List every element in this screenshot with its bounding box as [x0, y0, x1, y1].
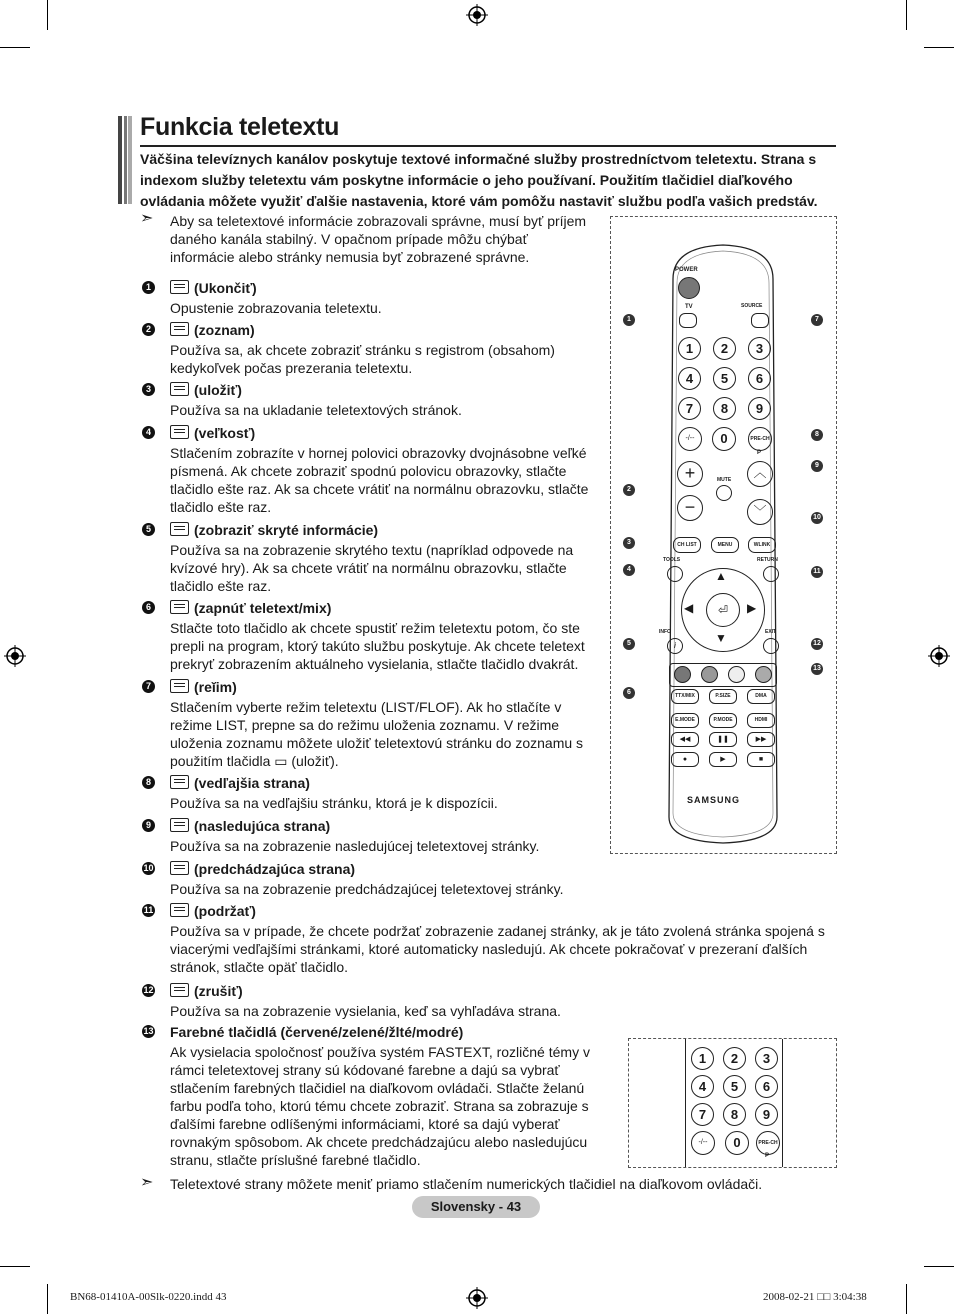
item-description: Používa sa na ukladanie teletextových stránok.: [170, 402, 462, 418]
digit-button[interactable]: 1: [678, 337, 701, 360]
item-heading-text: (nasledujúca strana): [194, 818, 331, 834]
crop-mark: [0, 1266, 30, 1267]
note-bottom: Teletextové strany môžete meniť priamo stlačením numerických tlačidiel na diaľkovom ovládači.: [170, 1176, 763, 1192]
teletext-key-icon: [170, 280, 189, 294]
item-heading-text: (veľkosť): [194, 425, 256, 441]
item-number-badge: 13: [143, 1026, 154, 1036]
callout-number: 9: [811, 460, 823, 472]
blue-button[interactable]: [755, 666, 772, 683]
crop-mark: [0, 47, 30, 48]
item-description: Opustenie zobrazovania teletextu.: [170, 300, 382, 316]
footer-timestamp: 2008-02-21 □□ 3:04:38: [763, 1291, 867, 1303]
crop-mark: [906, 1284, 907, 1314]
digit-button[interactable]: 5: [713, 367, 736, 390]
stop-button[interactable]: ■: [747, 752, 775, 767]
item-heading: [170, 983, 243, 999]
teletext-key-icon: [170, 382, 189, 396]
psize-button[interactable]: P.SIZE: [709, 689, 737, 704]
prech-button[interactable]: PRE-CH: [748, 427, 772, 451]
registration-mark-icon: [466, 1287, 488, 1309]
digit-button[interactable]: 9: [755, 1103, 778, 1126]
item-heading: [170, 679, 237, 695]
item-description: Ak vysielacia spoločnosť používa systém FASTEXT, rozličné témy v rámci teletextovej strany sú kódované farebne a dajú sa vybrať stlačením farebných tlačidiel na diaľkovom ovládači. Stlačte želanú farbu podľa toho, ktorú tému chcete zobraziť. Strana sa zobrazuje s ďalšími farebne odlíšenými informáciami, ktoré sa dajú vyberať rovnakým spôsobom. Ak chcete predchádzajúcu alebo nasledujúcu stranu, stlačte príslušné farebné tlačidlo.: [170, 1044, 590, 1168]
registration-mark-icon: [4, 645, 26, 667]
nav-right-icon: ▶: [747, 601, 757, 615]
digit-button[interactable]: 2: [713, 337, 736, 360]
digit-button[interactable]: 4: [691, 1075, 714, 1098]
item-description: Používa sa v prípade, že chcete podržať zobrazenie zadanej stránky, ak je táto zvolená stránka spojená s viacerými vedľajšími stránkami, ktoré automaticky nasledujú. Ak chcete pokračovať v prezeraní ďalších stránok, stlačte opäť tlačidlo.: [170, 923, 825, 975]
remote-source-label: SOURCE: [741, 303, 763, 309]
zero-button[interactable]: 0: [725, 1131, 749, 1155]
item-description: Používa sa na vedľajšiu stránku, ktorá je k dispozícii.: [170, 795, 498, 811]
fast-forward-button[interactable]: ▶▶: [747, 732, 775, 747]
digit-button[interactable]: 1: [691, 1047, 714, 1070]
nav-left-icon: ◀: [684, 601, 694, 615]
digit-button[interactable]: 7: [678, 397, 701, 420]
ttxmix-button[interactable]: TTX/MIX: [671, 689, 699, 704]
registration-mark-icon: [466, 4, 488, 26]
teletext-key-icon: [170, 600, 189, 614]
callout-number: 3: [623, 537, 635, 549]
channel-up-button[interactable]: ︿: [747, 461, 773, 487]
item-number-badge: 2: [142, 323, 155, 336]
registration-mark-icon: [928, 645, 950, 667]
prech-button[interactable]: PRE-CH: [756, 1131, 780, 1155]
callout-number: 7: [811, 314, 823, 326]
callout-number: 10: [811, 512, 823, 524]
teletext-key-icon: [170, 679, 189, 693]
callout-number: 2: [623, 484, 635, 496]
item-heading: [170, 1024, 463, 1040]
nav-down-icon: ▼: [715, 631, 727, 645]
info-button[interactable]: i: [667, 638, 683, 654]
rewind-button[interactable]: ◀◀: [671, 732, 699, 747]
teletext-key-icon: [170, 322, 189, 336]
item-heading: [170, 280, 257, 296]
callout-number: 13: [811, 663, 823, 675]
digit-button[interactable]: 9: [748, 397, 771, 420]
item-heading-text: (zrušiť): [194, 983, 243, 999]
title-accent-bar: [118, 116, 132, 204]
item-description: Používa sa, ak chcete zobraziť stránku s registrom (obsahom) kedykoľvek počas prezerania teletextu.: [170, 342, 555, 376]
dma-button[interactable]: DMA: [747, 689, 775, 704]
item-description: Používa sa na zobrazenie vysielania, keď sa vyhľadáva strana.: [170, 1003, 561, 1019]
teletext-key-icon: [170, 522, 189, 536]
enter-button[interactable]: ⏎: [706, 593, 740, 627]
tools-button[interactable]: [667, 566, 683, 582]
digit-button[interactable]: 3: [748, 337, 771, 360]
digit-button[interactable]: 5: [723, 1075, 746, 1098]
dash-button[interactable]: -/--: [691, 1131, 715, 1155]
item-heading-text: (Ukončiť): [194, 280, 257, 296]
digit-button[interactable]: 6: [755, 1075, 778, 1098]
remote-number-pad-detail: [628, 1038, 837, 1168]
remote-exit-label: EXIT: [765, 629, 777, 635]
item-heading-text: (zobraziť skryté informácie): [194, 522, 379, 538]
hdmi-button[interactable]: HDMI: [747, 713, 775, 728]
item-number-badge: 3: [142, 383, 155, 396]
volume-down-button[interactable]: −: [677, 495, 703, 521]
item-number-badge: 9: [142, 819, 155, 832]
item-number-badge: 1: [142, 281, 155, 294]
teletext-key-icon: [170, 903, 189, 917]
chlist-button[interactable]: CH LIST: [673, 537, 701, 553]
item-heading-text: (zapnúť teletext/mix): [194, 600, 332, 616]
item-heading: [170, 775, 310, 791]
remote-info-label: INFO: [659, 629, 671, 635]
wlink-button[interactable]: WLINK: [748, 537, 776, 553]
callout-number: 12: [811, 638, 823, 650]
return-button[interactable]: [763, 566, 779, 582]
teletext-key-icon: [170, 861, 189, 875]
title-underline: [140, 145, 836, 147]
callout-number: 6: [623, 687, 635, 699]
number-pad: [678, 337, 774, 427]
yellow-button[interactable]: [728, 666, 745, 683]
item-heading-text: (podržať): [194, 903, 256, 919]
page-title: Funkcia teletextu: [140, 113, 340, 141]
item-description: Stlačte toto tlačidlo ak chcete spustiť režim teletextu potom, čo ste prepli na program, ktorý takúto službu poskytuje. Ak chcete teletext prekryť zobrazením aktuálneho vysielania, stlačte tlačidlo dvakrát.: [170, 620, 585, 672]
digit-button[interactable]: 3: [755, 1047, 778, 1070]
callout-number: 4: [623, 564, 635, 576]
item-number-badge: 6: [142, 601, 155, 614]
remote-p-label: P: [757, 450, 762, 456]
item-number-badge: 12: [143, 985, 154, 995]
item-heading-text: Farebné tlačidlá (červené/zelené/žlté/modré): [170, 1024, 464, 1040]
crop-mark: [924, 1266, 954, 1267]
volume-up-button[interactable]: +: [677, 461, 703, 487]
digit-button[interactable]: 8: [723, 1103, 746, 1126]
number-pad-detail: [691, 1047, 787, 1137]
item-number-badge: 8: [142, 776, 155, 789]
red-button[interactable]: [674, 666, 691, 683]
menu-button[interactable]: MENU: [711, 537, 739, 553]
channel-down-button[interactable]: ﹀: [747, 499, 773, 525]
remote-tools-label: TOOLS: [663, 557, 681, 563]
item-number-badge: 5: [142, 523, 155, 536]
item-number-badge: 10: [143, 863, 154, 873]
record-button[interactable]: ●: [671, 752, 699, 767]
callout-number: 8: [811, 429, 823, 441]
item-heading-text: (uložiť): [194, 382, 242, 398]
item-number-badge: 11: [143, 905, 154, 915]
teletext-key-icon: [170, 818, 189, 832]
item-heading-text: (predchádzajúca strana): [194, 861, 356, 877]
power-button[interactable]: [678, 277, 700, 299]
remote-tv-label: TV: [685, 304, 693, 310]
exit-button[interactable]: [763, 638, 779, 654]
item-number-badge: 7: [142, 680, 155, 693]
page-number-badge: Slovensky - 43: [412, 1196, 540, 1218]
item-number-badge: 4: [142, 426, 155, 439]
item-description: Stlačením vyberte režim teletextu (LIST/FLOF). Ak ho stlačíte v režime LIST, prepne sa do režimu uloženia zoznamu. V režime uloženia zoznamu môžete uložiť teletextovú stránku do zoznamu s použitím tlačidla ▭ (uložiť).: [170, 699, 584, 769]
item-heading: [170, 322, 255, 338]
teletext-key-icon: [170, 775, 189, 789]
callout-number: 11: [811, 566, 823, 578]
note-arrow-icon: ➣: [140, 210, 154, 227]
remote-power-label: POWER: [675, 267, 698, 273]
item-heading: [170, 382, 242, 398]
digit-button[interactable]: 4: [678, 367, 701, 390]
item-description: Používa sa na zobrazenie skrytého textu (napríklad odpovede na kvízové hry). Ak sa chcete vrátiť na normálnu obrazovku, stlačte tlačidlo ešte raz.: [170, 542, 574, 594]
remote-mute-label: MUTE: [717, 477, 732, 483]
source-button[interactable]: [751, 313, 769, 328]
emode-button[interactable]: E.MODE: [671, 713, 699, 728]
tv-button[interactable]: [679, 313, 697, 328]
callout-number: 5: [623, 638, 635, 650]
zero-button[interactable]: 0: [712, 427, 736, 451]
item-heading: [170, 600, 331, 616]
play-button[interactable]: ▶: [709, 752, 737, 767]
crop-mark: [47, 0, 48, 30]
note-top: Aby sa teletextové informácie zobrazovali správne, musí byť príjem daného kanála stabilný. V opačnom prípade môžu chýbať informácie alebo stránky nemusia byť zobrazené správne.: [170, 213, 587, 265]
brand-logo: SAMSUNG: [687, 795, 741, 805]
mute-button[interactable]: [716, 485, 732, 501]
digit-button[interactable]: 8: [713, 397, 736, 420]
digit-button[interactable]: 7: [691, 1103, 714, 1126]
item-heading-text: (zoznam): [194, 322, 255, 338]
item-heading: [170, 522, 378, 538]
callout-number: 1: [623, 314, 635, 326]
footer-file-info: BN68-01410A-00Slk-0220.indd 43: [70, 1291, 227, 1303]
pmode-button[interactable]: P.MODE: [709, 713, 737, 728]
item-heading-text: (vedľajšia strana): [194, 775, 310, 791]
item-description: Používa sa na zobrazenie predchádzajúcej teletextovej stránky.: [170, 881, 564, 897]
item-heading-text: (reĭim): [194, 679, 237, 695]
teletext-key-icon: [170, 983, 189, 997]
dash-button[interactable]: -/--: [678, 427, 702, 451]
remote-return-label: RETURN: [757, 557, 778, 563]
item-description: Stlačením zobrazíte v hornej polovici obrazovky dvojnásobne veľké písmená. Ak chcete zobraziť spodnú polovicu obrazovky, stlačte tlačidlo ešte raz. Ak sa chcete vrátiť na normálnu obrazovku, stlačte tlačidlo ešte raz.: [170, 445, 589, 515]
item-heading: [170, 903, 256, 919]
remote-illustration: [610, 216, 837, 854]
intro-paragraph: Väčšina televíznych kanálov poskytuje textové informačné služby prostredníctvom teletextu. Strana s indexom služby teletextu vám poskytne informácie o jeho používaní. Použitím tlačidiel diaľkového ovládania môžete využiť ďalšie nastavenia, ktoré vám pomôžu nastaviť službu podľa vašich predstáv.: [140, 151, 818, 209]
digit-button[interactable]: 6: [748, 367, 771, 390]
digit-button[interactable]: 2: [723, 1047, 746, 1070]
nav-up-icon: ▲: [715, 569, 727, 583]
crop-mark: [47, 1284, 48, 1314]
item-heading: [170, 818, 330, 834]
pause-button[interactable]: ❚❚: [709, 732, 737, 747]
teletext-key-icon: [170, 425, 189, 439]
green-button[interactable]: [701, 666, 718, 683]
remote-p-label: P: [765, 1153, 770, 1159]
item-description: Používa sa na zobrazenie nasledujúcej teletextovej stránky.: [170, 838, 540, 854]
item-heading: [170, 425, 255, 441]
note-arrow-icon: ➣: [140, 1174, 154, 1191]
item-heading: [170, 861, 355, 877]
crop-mark: [906, 0, 907, 30]
crop-mark: [924, 47, 954, 48]
